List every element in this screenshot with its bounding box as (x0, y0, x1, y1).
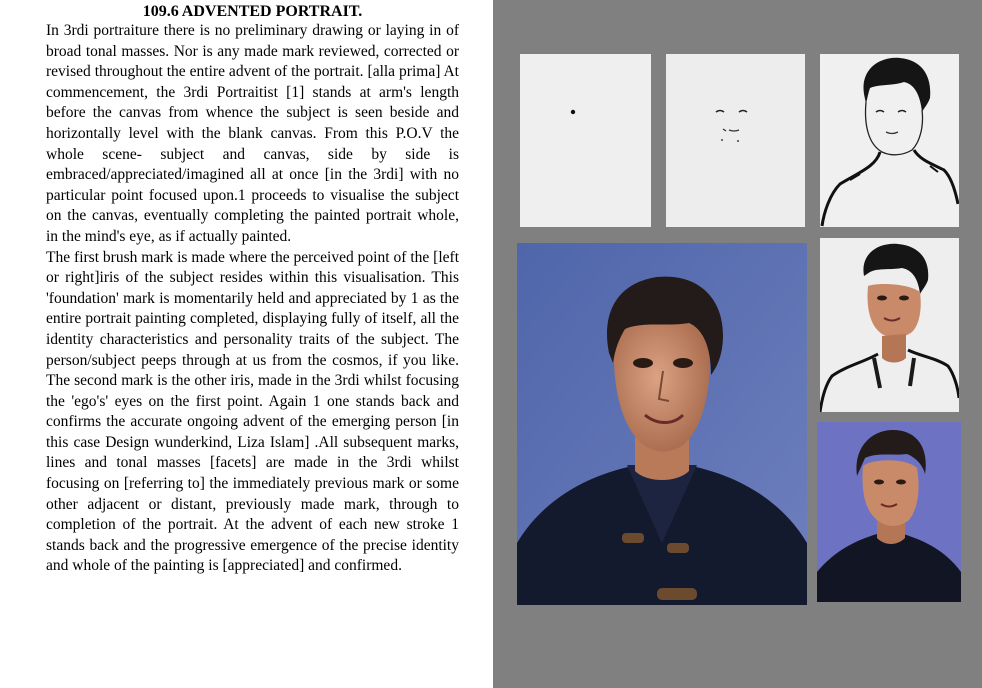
image-panel (493, 0, 982, 688)
stage-2-eyes-mouth (666, 54, 805, 227)
paragraph-intro: In 3rdi portraiture there is no preliminary drawing or laying in of broad tonal masses. Nor is any made mark reviewed, corrected or revised throughout the entire advent of the portrait. [alla prima] At commencement, the 3rdi Portraitist [1] stands at arm's length before the canvas from whence the subject is seen beside and horizontally level with the blank canvas. From this P.O.V the whole scene- subject and canvas, side by side is embraced/appreciated/imagined all at once [in the 3rdi] with no particular point focused upon.1 proceeds to visualise the subject on the canvas, eventually completing the painted portrait whole, in the mind's eye, as if actually painted. (46, 22, 459, 245)
finished-portrait (517, 243, 807, 605)
document-title: 109.6 ADVENTED PORTRAIT. (142, 3, 363, 20)
eyes-mouth-canvas-image (666, 54, 805, 227)
stage-1-first-mark (520, 54, 651, 227)
first-mark-canvas-image (520, 54, 651, 227)
near-complete-canvas-image (817, 422, 961, 602)
hair-outline-canvas-image (820, 54, 959, 227)
paragraph-process: The first brush mark is made where the perceived point of the [left or right]iris of the subject resides within this visualisation. This 'foundation' mark is momentarily held and appreciated by 1 as the entire portrait painting completed, displaying fully of itself, all the identity characteristics and personality traits of the subject. The person/subject peeps through at us from the cosmos, if you like. The second mark is the other iris, made in the 3rdi whilst focusing the 'ego's' eyes on the first point. Again 1 one stands back and confirms the accurate ongoing advent of the emerging person [in this case Design wunderkind, Liza Islam] .All subsequent marks, lines and tonal masses [facets] are made in the 3rdi whilst focusing on [referring to] the immediately previous mark or some other adjacent or distant, previously made mark, through to completion of the portrait. At the advent of each new stroke 1 stands back and the progressive emergence of the precise identity and whole of the painting is [appreciated] and confirmed. (46, 248, 459, 575)
stage-3-hair-outline (820, 54, 959, 227)
stage-5-near-complete (817, 422, 961, 602)
finished-portrait-image (517, 243, 807, 605)
partial-paint-canvas-image (820, 238, 959, 412)
stage-4-partial-paint (820, 238, 959, 412)
document-body (46, 21, 459, 577)
